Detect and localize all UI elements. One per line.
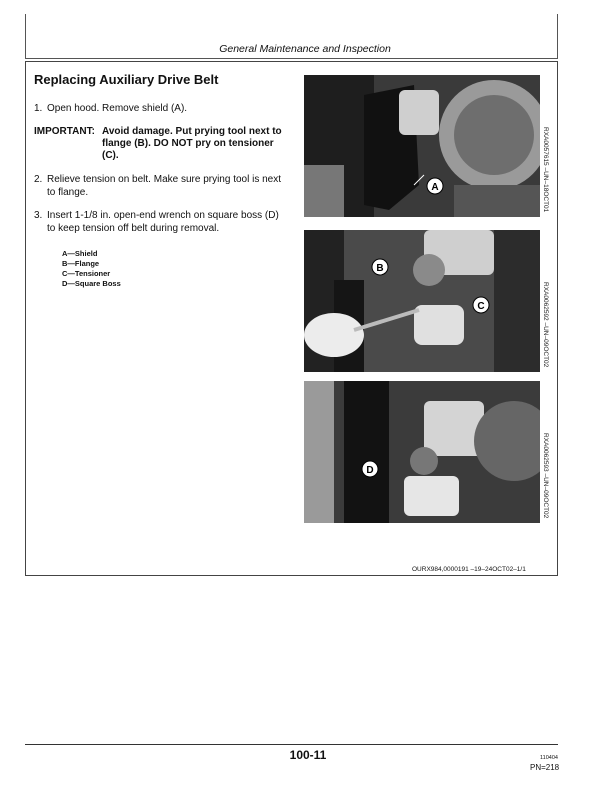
date-code: 110404 bbox=[540, 755, 558, 761]
photo-square-boss bbox=[304, 381, 540, 523]
legend-item: C—Tensioner bbox=[62, 269, 111, 278]
step-number: 3. bbox=[34, 210, 43, 221]
figure-id: RXA0057615 –UN–18OCT01 bbox=[542, 127, 549, 213]
pn-number: PN=218 bbox=[530, 763, 560, 772]
step-1 bbox=[34, 102, 289, 115]
step-number: 2. bbox=[34, 174, 43, 185]
legend-item: A—Shield bbox=[62, 249, 98, 258]
section-header: General Maintenance and Inspection bbox=[219, 43, 391, 55]
important-label: IMPORTANT: bbox=[34, 126, 95, 137]
page-number: 100-11 bbox=[289, 748, 327, 762]
footer-rule bbox=[25, 744, 558, 745]
figure-id: RXA0062593 –UN–09OCT02 bbox=[542, 433, 549, 519]
step-number: 1. bbox=[34, 103, 43, 114]
photo-tensioner-image bbox=[304, 230, 540, 372]
callout-d: D bbox=[366, 465, 374, 476]
figure-id: RXA0062592 –UN–09OCT02 bbox=[542, 282, 549, 368]
left-frame-line bbox=[25, 14, 26, 59]
callout-a: A bbox=[431, 182, 439, 193]
callout-c: C bbox=[477, 301, 485, 312]
photo-square-boss-image bbox=[304, 381, 540, 523]
photo-shield-image bbox=[304, 75, 540, 217]
important-notice bbox=[34, 126, 289, 162]
important-text: Avoid damage. Put prying tool next to flange (B). DO NOT pry on tensioner (C). bbox=[102, 126, 282, 161]
legend bbox=[62, 249, 121, 289]
step-3 bbox=[34, 209, 289, 235]
legend-item: B—Flange bbox=[62, 259, 100, 268]
legend-item: D—Square Boss bbox=[62, 279, 121, 288]
right-frame-line bbox=[557, 14, 558, 59]
photo-tensioner bbox=[304, 230, 540, 372]
page-title: Replacing Auxiliary Drive Belt bbox=[34, 72, 219, 87]
callout-b: B bbox=[376, 263, 384, 274]
step-text: Relieve tension on belt. Make sure prying tool is next to flange. bbox=[47, 174, 282, 198]
document-reference: OURX984,0000191 –19–24OCT02–1/1 bbox=[412, 566, 526, 573]
step-text: Open hood. Remove shield (A). bbox=[47, 103, 188, 114]
step-2 bbox=[34, 173, 289, 199]
top-frame-line bbox=[25, 58, 558, 59]
photo-shield bbox=[304, 75, 540, 217]
step-text: Insert 1-1/8 in. open-end wrench on square boss (D) to keep tension off belt during removal. bbox=[47, 210, 279, 234]
